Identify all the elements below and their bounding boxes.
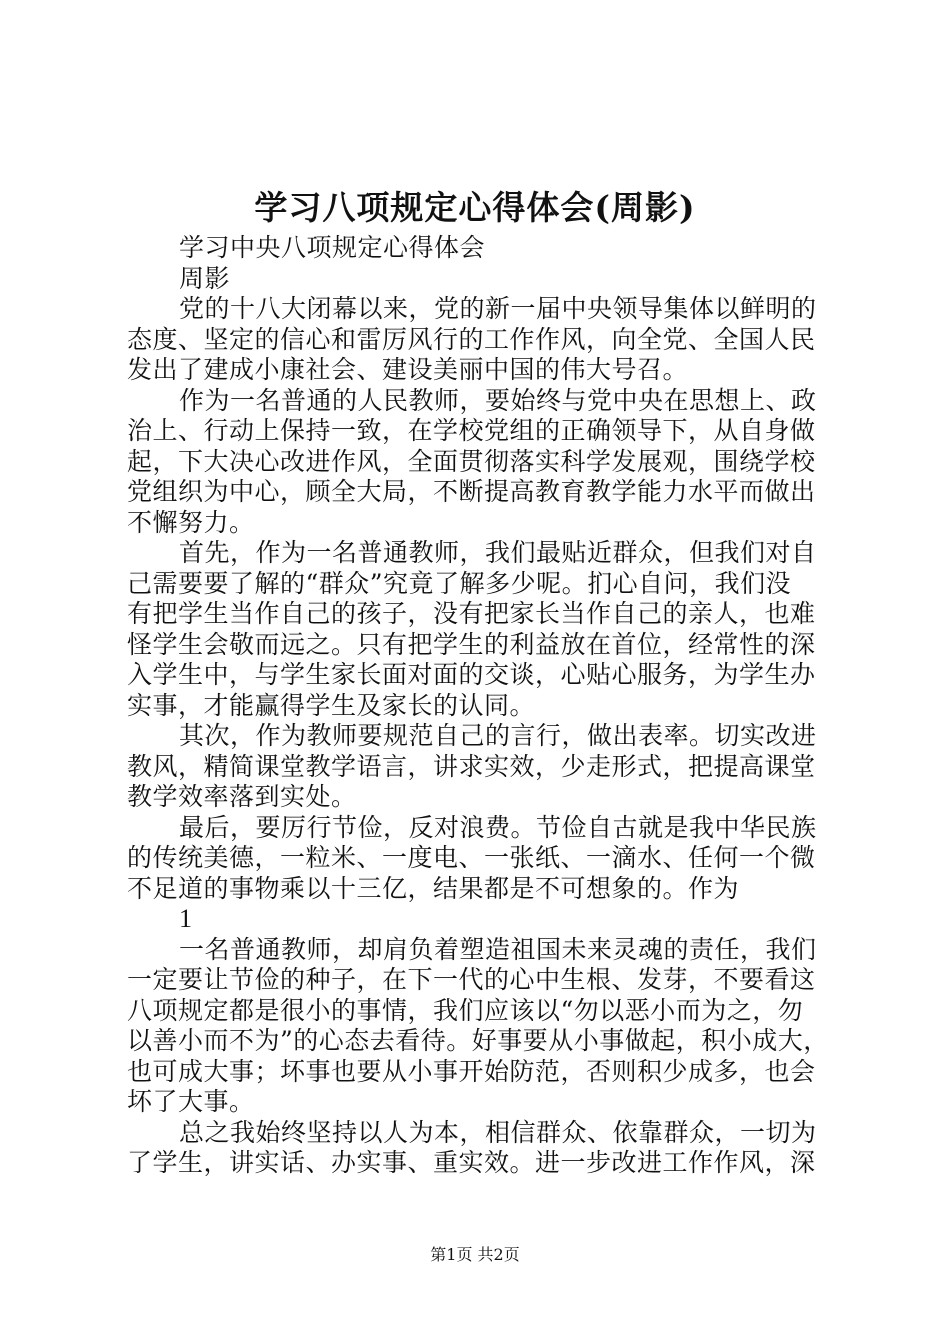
text-line: 学习中央八项规定心得体会 xyxy=(179,233,486,262)
text-line: 教学效率落到实处。 xyxy=(127,782,357,811)
text-line: 一定要让节俭的种子，在下一代的心中生根、发芽，不要看这 xyxy=(127,965,816,994)
text-line: 首先，作为一名普通教师，我们最贴近群众，但我们对自 xyxy=(179,538,817,567)
text-line: 不懈努力。 xyxy=(127,507,255,537)
text-line: 总之我始终坚持以人为本，相信群众、依靠群众，一切为 xyxy=(179,1117,817,1147)
text-line: 其次，作为教师要规范自己的言行，做出表率。切实改进 xyxy=(179,721,817,750)
text-line: 发出了建成小康社会、建设美丽中国的伟大号召。 xyxy=(127,355,689,384)
text-line: 治上、行动上保持一致，在学校党组的正确领导下，从自身做 xyxy=(127,416,816,445)
text-line: 了学生，讲实话、办实事、重实效。进一步改进工作作风，深 xyxy=(127,1148,816,1177)
text-line: 教风，精简课堂教学语言，讲求实效，少走形式，把提高课堂 xyxy=(127,751,816,781)
text-line: 党组织为中心，顾全大局，不断提高教育教学能力水平而做出 xyxy=(127,477,816,506)
document-title: 学习八项规定心得体会(周影) xyxy=(254,188,696,227)
text-line: 也可成大事；坏事也要从小事开始防范，否则积少成多，也会 xyxy=(127,1056,816,1086)
text-line: 的传统美德，一粒米、一度电、一张纸、一滴水、任何一个微 xyxy=(127,843,816,872)
page-footer: 第1页 共2页 xyxy=(430,1245,520,1264)
text-line: 一名普通教师，却肩负着塑造祖国未来灵魂的责任，我们 xyxy=(179,934,817,964)
text-line: 党的十八大闭幕以来，党的新一届中央领导集体以鲜明的 xyxy=(179,294,817,323)
text-line: 八项规定都是很小的事情，我们应该以“勿以恶小而为之，勿 xyxy=(127,995,804,1025)
text-line: 怪学生会敬而远之。只有把学生的利益放在首位，经常性的深 xyxy=(127,629,816,659)
text-line: 有把学生当作自己的孩子，没有把家长当作自己的亲人，也难 xyxy=(127,599,816,628)
text-line: 不足道的事物乘以十三亿，结果都是不可想象的。作为 xyxy=(127,873,740,903)
text-line: 起，下大决心改进作风，全面贯彻落实科学发展观，围绕学校 xyxy=(127,446,816,476)
text-line: 以善小而不为”的心态去看待。好事要从小事做起，积小成大， xyxy=(127,1026,829,1055)
text-line: 作为一名普通的人民教师，要始终与党中央在思想上、政 xyxy=(179,385,817,415)
text-line: 己需要要了解的“群众”究竟了解多少呢。扪心自问，我们没 xyxy=(127,568,792,598)
text-line: 入学生中，与学生家长面对面的交谈，心贴心服务，为学生办 xyxy=(127,660,816,689)
text-line: 态度、坚定的信心和雷厉风行的工作作风，向全党、全国人民 xyxy=(127,324,816,354)
document-body xyxy=(127,233,837,1179)
text-line: 坏了大事。 xyxy=(127,1087,255,1116)
text-line: 实事，才能赢得学生及家长的认同。 xyxy=(127,690,536,720)
text-line: 周影 xyxy=(179,263,231,293)
inline-page-number: 1 xyxy=(179,904,193,933)
text-line: 最后，要厉行节俭，反对浪费。节俭自古就是我中华民族 xyxy=(179,812,817,842)
